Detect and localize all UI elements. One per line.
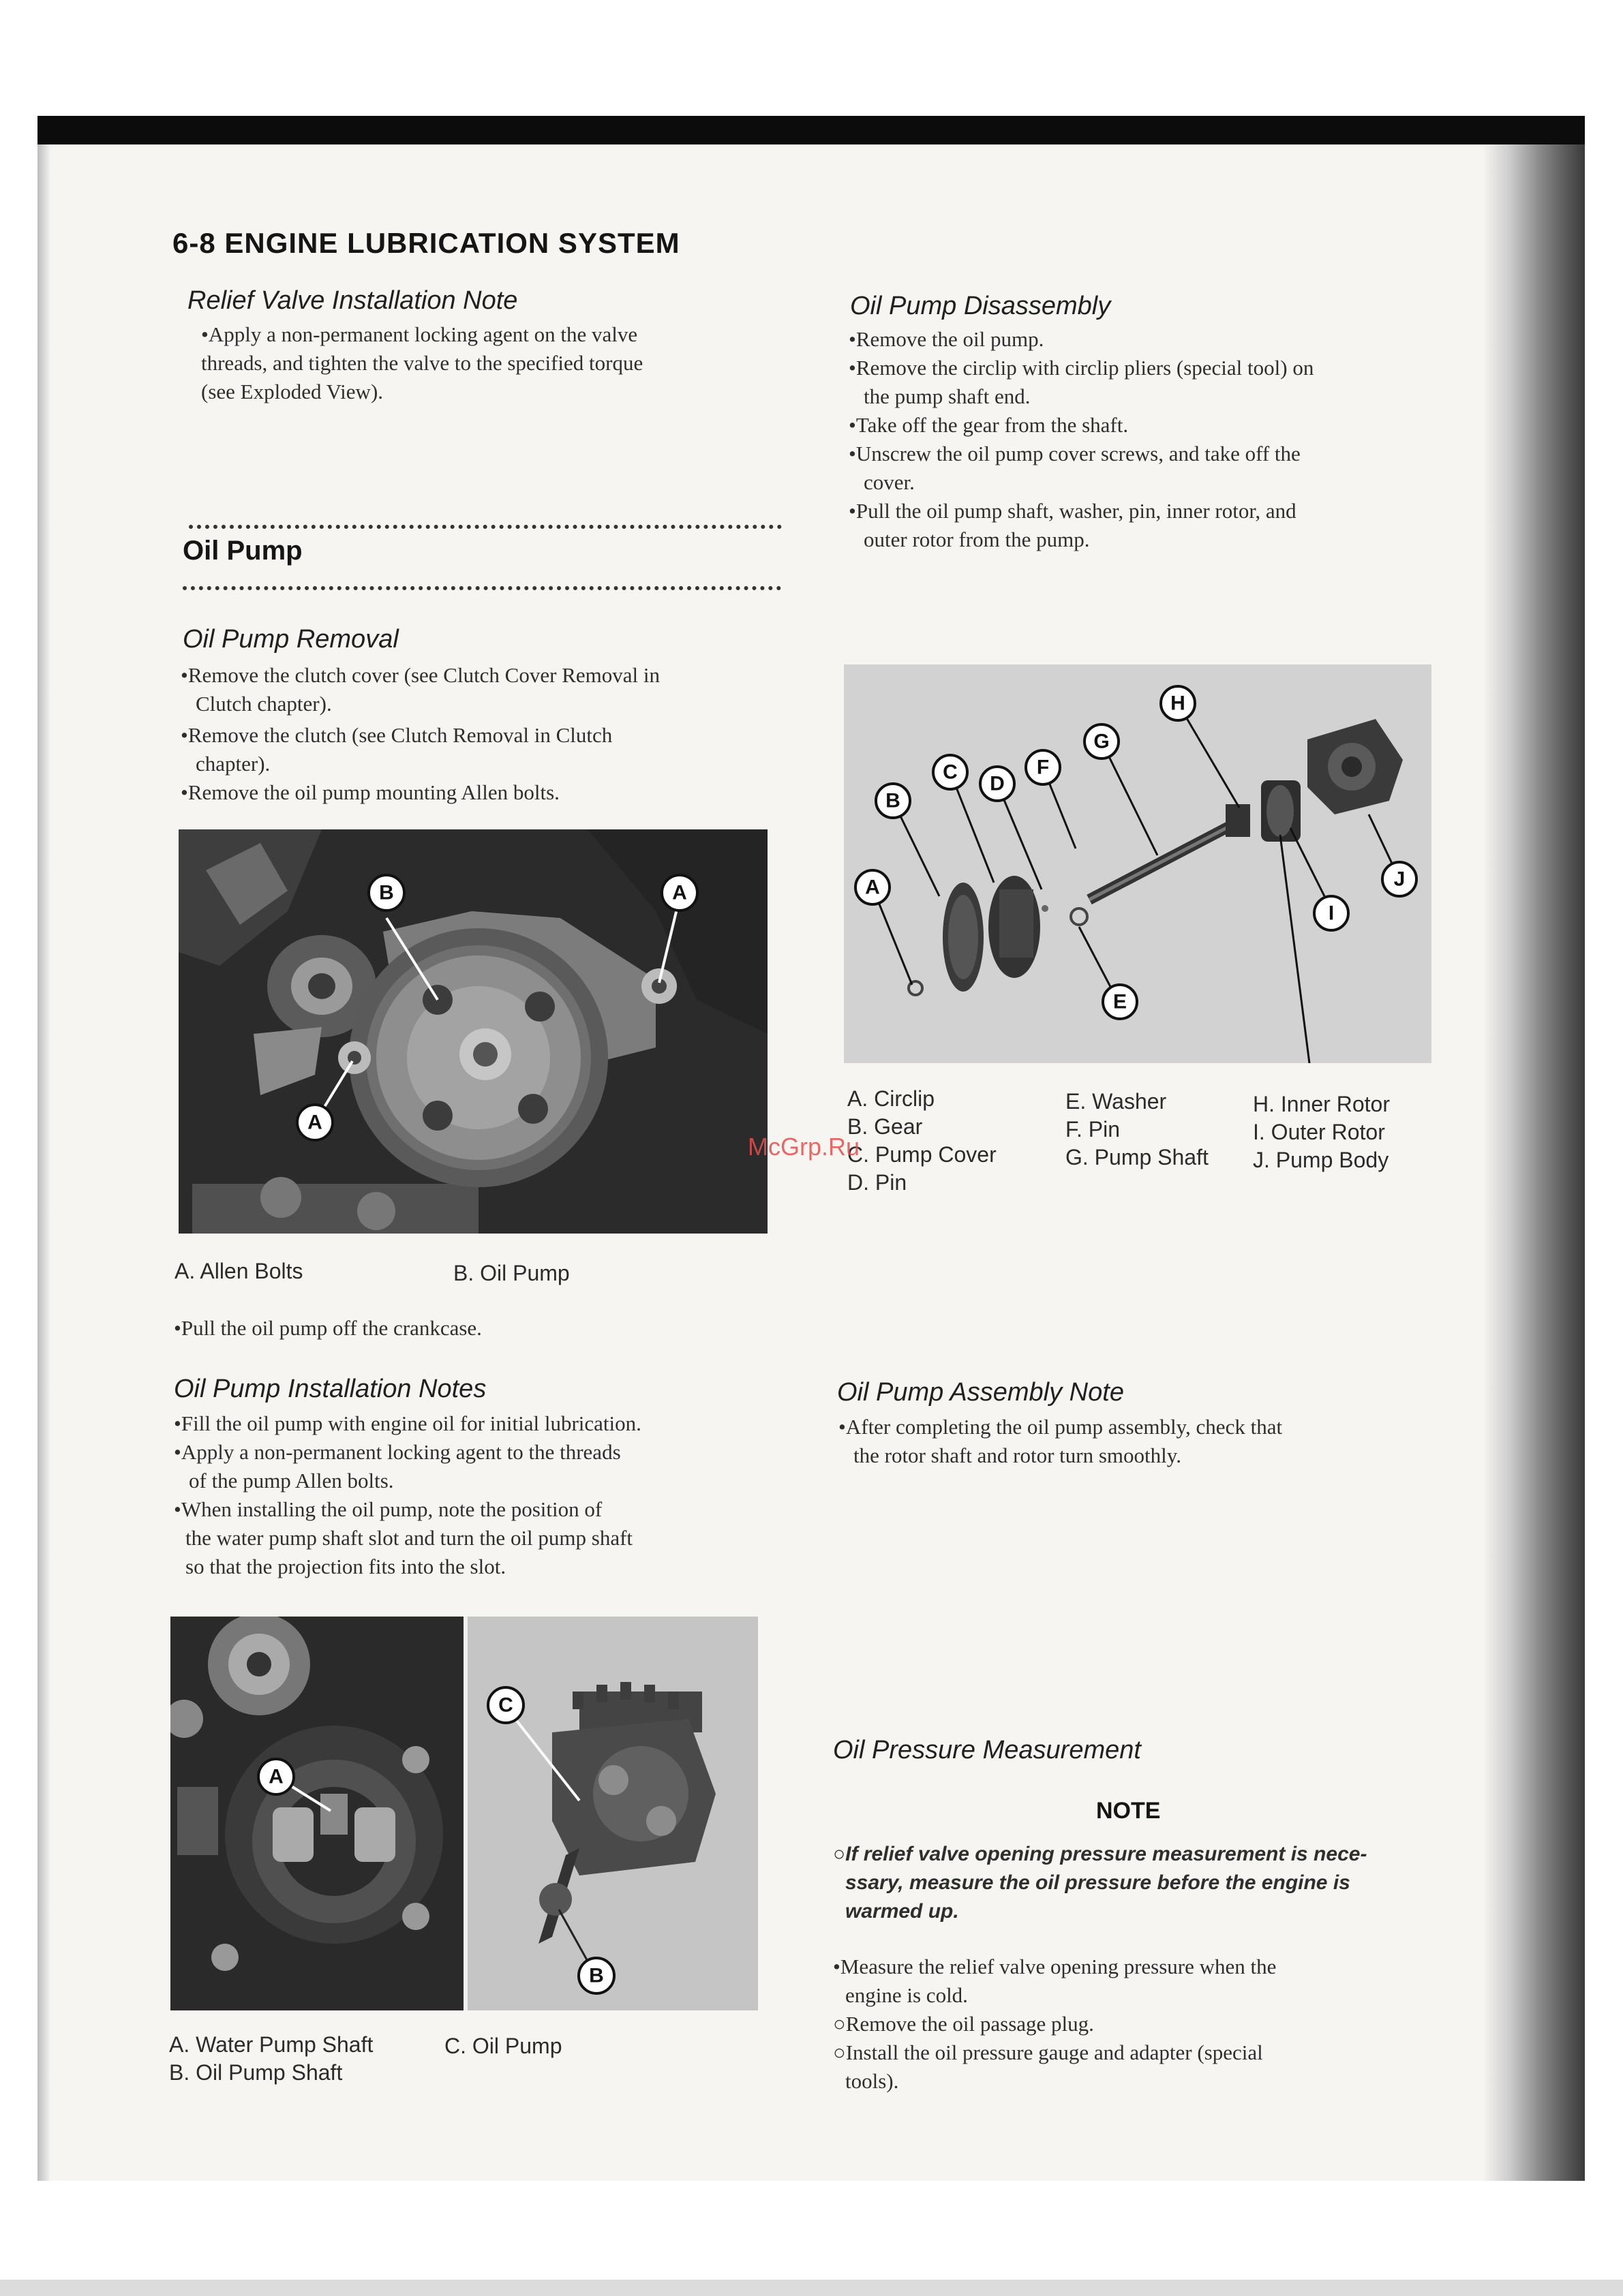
text-line: ssary, measure the oil pressure before the engine is <box>845 1871 1350 1894</box>
callout-label: A <box>269 1765 284 1788</box>
oil-pump-section-title: Oil Pump <box>183 536 303 566</box>
text-line: •Fill the oil pump with engine oil for initial lubrication. <box>174 1411 641 1435</box>
page-header: 6-8 ENGINE LUBRICATION SYSTEM <box>172 227 680 259</box>
watermark: McGrp.Ru <box>748 1133 860 1161</box>
legend-item: F. Pin <box>1065 1117 1121 1142</box>
callout-label: A <box>307 1111 322 1134</box>
exploded-legend-col1 <box>847 1085 1052 1197</box>
text-line: •Apply a non-permanent locking agent on the valve <box>201 322 638 346</box>
oil-pressure-measurement-title: Oil Pressure Measurement <box>833 1736 1141 1764</box>
callout-e <box>1103 985 1137 1019</box>
callout-c <box>488 1687 524 1723</box>
callout-label: E <box>1112 990 1127 1013</box>
callout-f <box>1026 750 1060 784</box>
photo1-caption-b: B. Oil Pump <box>453 1261 570 1285</box>
text-line: ○Install the oil pressure gauge and adapter (special <box>833 2040 1263 2064</box>
text-line: the pump shaft end. <box>864 384 1031 408</box>
callout-label: F <box>1036 756 1050 779</box>
text-line: ○Remove the oil passage plug. <box>833 2012 1094 2036</box>
oil-pump-photo <box>179 829 768 1234</box>
scan-bottom-border <box>0 2280 1623 2296</box>
dotted-rule <box>189 525 782 529</box>
callout-label: A <box>672 881 687 904</box>
relief-valve-text <box>201 320 777 406</box>
oil-pump-installation-text <box>174 1409 774 1581</box>
text-line: (see Exploded View). <box>201 380 384 403</box>
legend-item: C. Pump Cover <box>847 1142 997 1167</box>
text-line: ○If relief valve opening pressure measurement is nece- <box>833 1843 1367 1865</box>
text-line: •Apply a non-permanent locking agent to the threads <box>174 1440 621 1464</box>
text-line: threads, and tighten the valve to the specified torque <box>201 351 643 375</box>
callout-label: B <box>885 789 900 812</box>
callout-label: C <box>943 761 958 784</box>
text-line: chapter). <box>196 752 271 776</box>
text-line: •Remove the oil pump mounting Allen bolts. <box>181 780 560 804</box>
callout-label: B <box>379 881 394 904</box>
text-line: cover. <box>864 470 915 494</box>
callout-a <box>855 870 890 904</box>
callout-label: H <box>1170 692 1185 715</box>
exploded-legend-col2 <box>1065 1088 1249 1172</box>
oil-pump-installation-title: Oil Pump Installation Notes <box>174 1375 487 1403</box>
text-line: •Remove the clutch cover (see Clutch Cover Removal in <box>181 663 660 687</box>
scan-top-border <box>37 116 1585 144</box>
photo2-caption-a: A. Water Pump Shaft <box>169 2032 374 2057</box>
callout-a <box>258 1759 294 1794</box>
callout-j <box>1382 862 1416 896</box>
pull-line: •Pull the oil pump off the crankcase. <box>174 1316 482 1340</box>
text-line: of the pump Allen bolts. <box>189 1469 394 1493</box>
note-title: NOTE <box>1096 1798 1161 1824</box>
callout-h <box>1161 686 1195 720</box>
legend-item: J. Pump Body <box>1253 1148 1389 1172</box>
text-line: Clutch chapter). <box>196 692 332 716</box>
photo1-caption-a: A. Allen Bolts <box>175 1259 303 1283</box>
callout-d <box>980 767 1014 801</box>
callout-a <box>662 875 697 910</box>
legend-item: G. Pump Shaft <box>1065 1145 1209 1169</box>
text-line: warmed up. <box>845 1900 959 1923</box>
legend-item: B. Gear <box>847 1114 923 1139</box>
oil-pump-assembly-title: Oil Pump Assembly Note <box>837 1378 1124 1407</box>
note-text <box>833 1840 1433 1926</box>
text-line: •Remove the clutch (see Clutch Removal in Clutch <box>181 723 613 747</box>
callout-label: A <box>865 876 880 899</box>
text-line: the rotor shaft and rotor turn smoothly. <box>853 1443 1181 1467</box>
legend-item: D. Pin <box>847 1170 907 1195</box>
callout-i <box>1314 896 1348 930</box>
text-line: •Measure the relief valve opening pressure when the <box>833 1955 1277 1978</box>
text-line: the water pump shaft slot and turn the oil pump shaft <box>185 1526 633 1550</box>
text-line: •Unscrew the oil pump cover screws, and take off the <box>849 442 1301 465</box>
text-line: tools). <box>845 2069 899 2093</box>
oil-pump-exploded-view-photo <box>844 664 1431 1063</box>
callout-label: I <box>1328 902 1335 925</box>
callout-b <box>876 784 910 818</box>
water-pump-and-oil-pump-photo <box>170 1617 758 2010</box>
text-line: so that the projection fits into the slot. <box>185 1555 506 1578</box>
callout-a <box>297 1105 333 1140</box>
oil-pump-assembly-text <box>838 1413 1438 1470</box>
text-line: •Pull the oil pump shaft, washer, pin, inner rotor, and <box>849 499 1296 523</box>
text-line: engine is cold. <box>845 1983 968 2007</box>
exploded-legend-col3 <box>1253 1090 1451 1174</box>
text-line: •After completing the oil pump assembly, check that <box>838 1415 1283 1439</box>
legend-item: I. Outer Rotor <box>1253 1120 1385 1144</box>
legend-item: H. Inner Rotor <box>1253 1092 1390 1116</box>
oil-pump-disassembly-text <box>849 325 1442 554</box>
callout-b <box>579 1958 614 1993</box>
oil-pump-disassembly-title: Oil Pump Disassembly <box>850 292 1111 320</box>
oil-pump-removal-title: Oil Pump Removal <box>183 625 399 654</box>
legend-item: A. Circlip <box>847 1086 935 1111</box>
callout-b <box>369 875 404 910</box>
callout-c <box>933 755 967 789</box>
text-line: outer rotor from the pump. <box>864 527 1090 551</box>
callout-label: J <box>1393 868 1406 891</box>
photo2-caption-b: B. Oil Pump Shaft <box>169 2060 343 2085</box>
oil-pressure-text <box>833 1953 1433 2096</box>
oil-pump-removal-text <box>181 661 780 807</box>
callout-label: G <box>1093 730 1110 753</box>
callout-label: C <box>498 1694 513 1717</box>
legend-item: E. Washer <box>1065 1089 1167 1114</box>
text-line: •Take off the gear from the shaft. <box>849 413 1129 437</box>
text-line: •Remove the circlip with circlip pliers (special tool) on <box>849 356 1314 380</box>
relief-valve-title: Relief Valve Installation Note <box>187 286 518 315</box>
photo2-caption-c: C. Oil Pump <box>444 2034 562 2058</box>
scan-left-edge <box>37 144 50 2181</box>
callout-label: B <box>589 1964 604 1987</box>
text-line: •Remove the oil pump. <box>849 327 1044 351</box>
dotted-rule <box>183 586 781 590</box>
text-line: •When installing the oil pump, note the position of <box>174 1497 603 1521</box>
callout-label: D <box>990 772 1005 795</box>
scan-binding-shadow <box>1483 144 1585 2181</box>
callout-g <box>1084 724 1119 759</box>
